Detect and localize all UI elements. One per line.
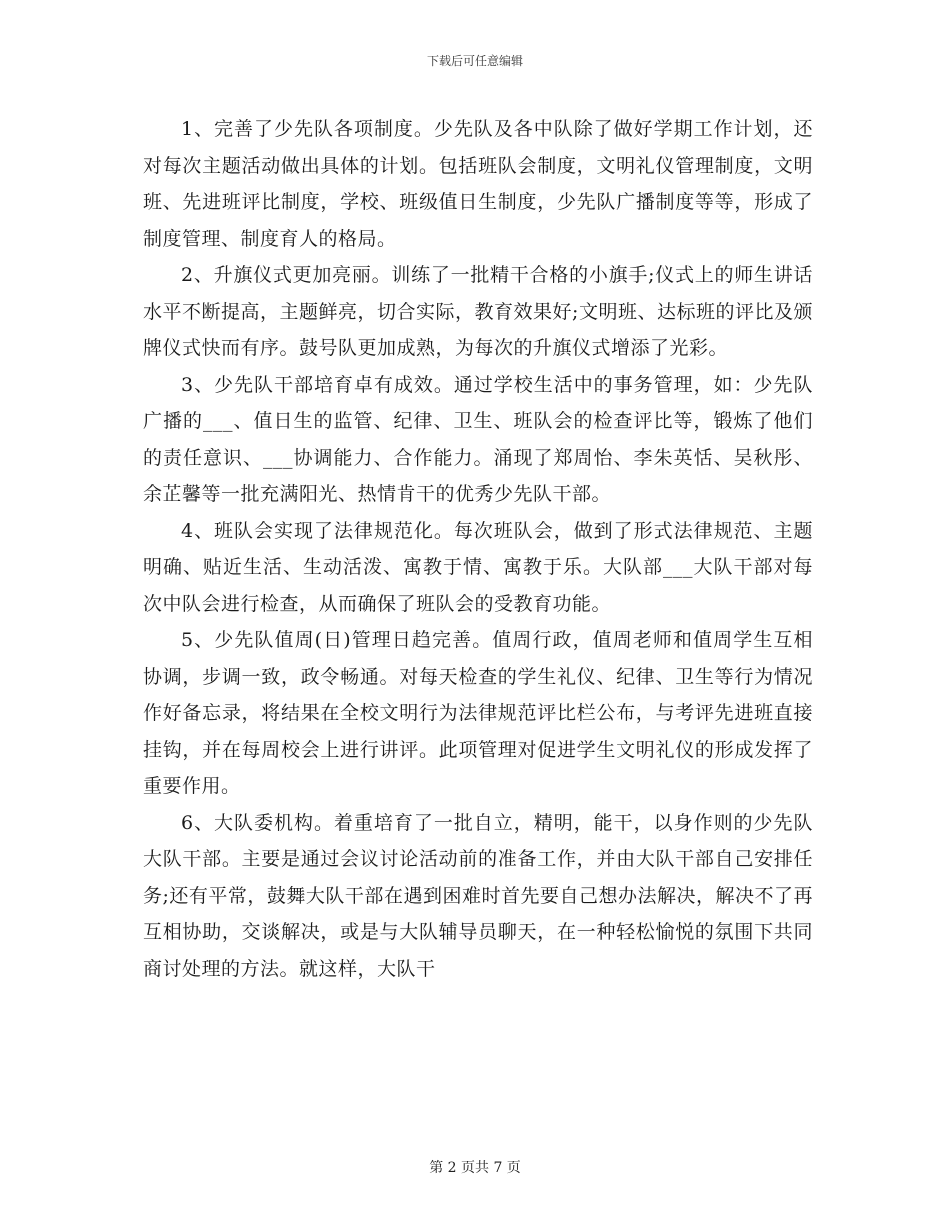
page-header-note: 下载后可任意编辑 (426, 54, 523, 68)
page-number-footer: 第 2 页共 7 页 (429, 1160, 521, 1176)
paragraph-2: 2、升旗仪式更加亮丽。训练了一批精干合格的小旗手;仪式上的师生讲话水平不断提高，主题鲜亮，切合实际，教育效果好;文明班、达标班的评比及颁牌仪式快而有序。鼓号队更加成熟，为每次的升旗仪式增添了光彩。 (143, 264, 813, 359)
paragraph-6: 6、大队委机构。着重培育了一批自立，精明，能干，以身作则的少先队大队干部。主要是通过会议讨论活动前的准备工作，并由大队干部自己安排任务;还有平常，鼓舞大队干部在遇到困难时首先要自己想办法解决，解决不了再互相协助，交谈解决，或是与大队辅导员聊天，在一种轻松愉悦的氛围下共同商讨处理的方法。就这样，大队干 (143, 811, 813, 980)
document-body (143, 111, 813, 987)
paragraph-1: 1、完善了少先队各项制度。少先队及各中队除了做好学期工作计划，还对每次主题活动做出具体的计划。包括班队会制度，文明礼仪管理制度，文明班、先进班评比制度，学校、班级值日生制度，少先队广播制度等等，形成了制度管理、制度育人的格局。 (143, 118, 813, 250)
paragraph-3: 3、少先队干部培育卓有成效。通过学校生活中的事务管理，如：少先队广播的___、值日生的监管、纪律、卫生、班队会的检查评比等，锻炼了他们的责任意识、___协调能力、合作能力。涌现了郑周怡、李朱英恬、吴秋彤、余芷馨等一批充满阳光、热情肯干的优秀少先队干部。 (143, 373, 813, 505)
paragraph-4: 4、班队会实现了法律规范化。每次班队会，做到了形式法律规范、主题明确、贴近生活、生动活泼、寓教于情、寓教于乐。大队部___大队干部对每次中队会进行检查，从而确保了班队会的受教育功能。 (143, 519, 813, 615)
paragraph-5: 5、少先队值周(日)管理日趋完善。值周行政，值周老师和值周学生互相协调，步调一致，政令畅通。对每天检查的学生礼仪、纪律、卫生等行为情况作好备忘录，将结果在全校文明行为法律规范评比栏公布，与考评先进班直接挂钩，并在每周校会上进行讲评。此项管理对促进学生文明礼仪的形成发挥了重要作用。 (143, 629, 813, 797)
